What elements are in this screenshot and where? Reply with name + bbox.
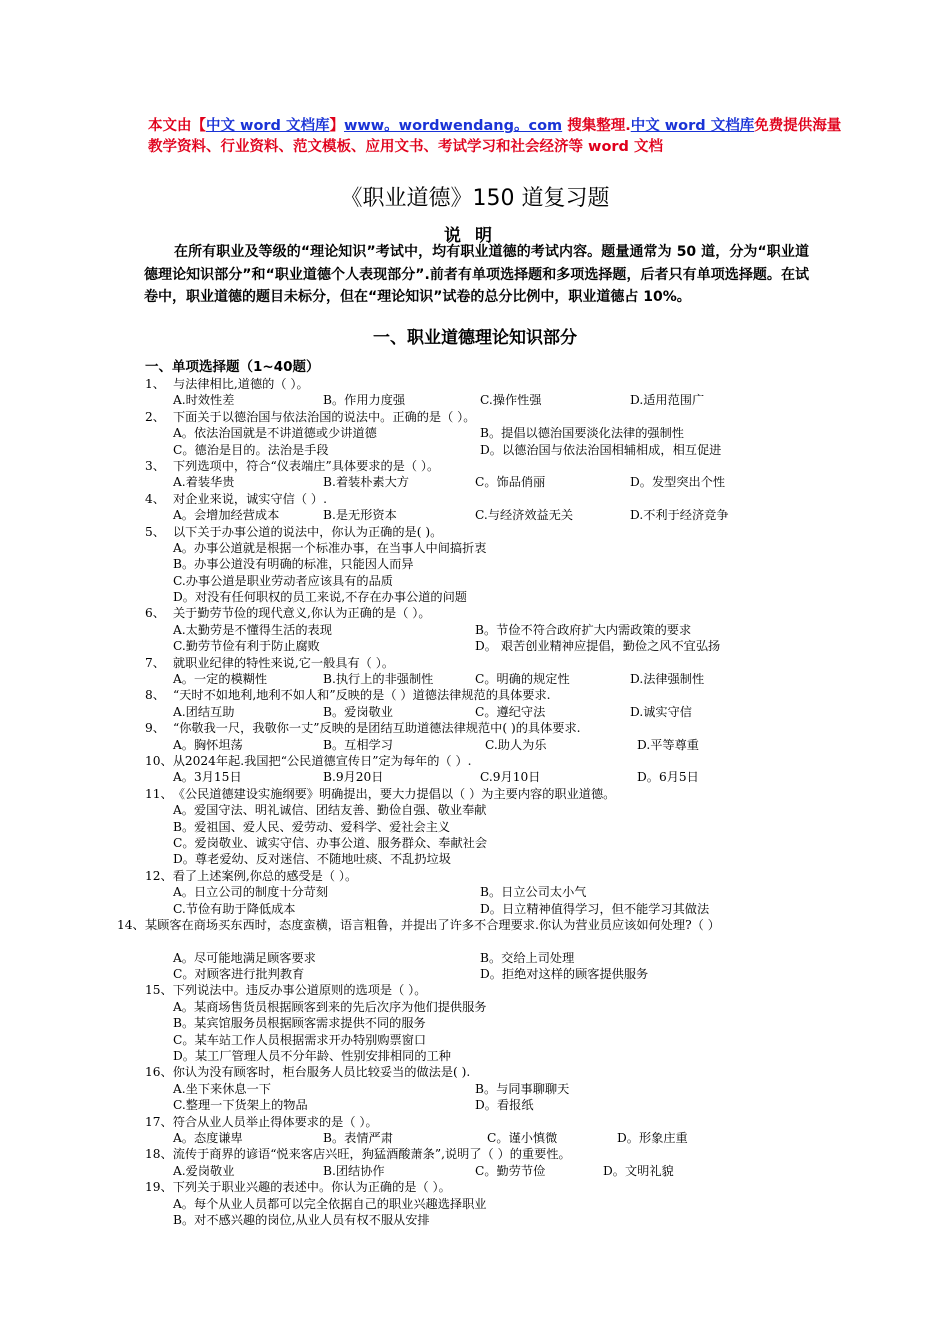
- question-number: 15、: [145, 983, 173, 998]
- question-text: 关于勤劳节俭的现代意义,你认为正确的是（ ）。: [173, 606, 431, 621]
- question-number: 17、: [145, 1114, 173, 1129]
- question-text: 就职业纪律的特性来说,它一般具有（ ）。: [173, 655, 395, 670]
- question-number: 11、: [145, 786, 173, 801]
- options-row: [145, 1032, 835, 1048]
- option[interactable]: C.9月10日: [480, 770, 541, 785]
- question-text: 下列选项中，符合“仪表端庄”具体要求的是（ ）。: [173, 458, 440, 473]
- options-row: [145, 1015, 835, 1031]
- question-text: 对企业来说，诚实守信（ ）.: [173, 491, 327, 506]
- question-number: 12、: [145, 868, 173, 883]
- option[interactable]: A.时效性差: [173, 393, 235, 408]
- option[interactable]: D.适用范围广: [630, 393, 705, 408]
- options-row: [145, 851, 835, 867]
- question-text: 下列关于职业兴趣的表述中。你认为正确的是（ ）。: [172, 1180, 451, 1195]
- question-number: 6、: [145, 606, 165, 621]
- option[interactable]: B。表情严肃: [323, 1130, 393, 1145]
- question-stem: [145, 687, 835, 703]
- option[interactable]: D.平等尊重: [637, 737, 699, 752]
- options-row: [145, 622, 835, 638]
- question-text: 流传于商界的谚语“悦来客店兴旺，狗猛酒酸萧条”,说明了（ ）的重要性。: [172, 1147, 571, 1162]
- option[interactable]: B。交给上司处理: [480, 950, 575, 965]
- option[interactable]: D。以德治国与依法治国相辅相成，相互促进: [480, 442, 722, 457]
- option[interactable]: D.不利于经济竞争: [630, 508, 729, 523]
- option[interactable]: C.助人为乐: [485, 737, 547, 752]
- option[interactable]: D。日立精神值得学习，但不能学习其做法: [480, 901, 710, 916]
- options-row: [145, 573, 835, 589]
- option[interactable]: A。某商场售货员根据顾客到来的先后次序为他们提供服务: [173, 999, 487, 1014]
- option[interactable]: C.办事公道是职业劳动者应该具有的品质: [173, 573, 393, 588]
- option[interactable]: D.诚实守信: [630, 704, 692, 719]
- question-stem: [145, 491, 835, 507]
- question-number: 9、: [145, 721, 165, 736]
- option[interactable]: A。态度谦卑: [173, 1130, 243, 1145]
- option[interactable]: C。德治是目的。法治是手段: [173, 442, 329, 457]
- options-row: [145, 966, 835, 982]
- options-row: [145, 671, 835, 687]
- question-stem: [145, 458, 835, 474]
- option[interactable]: D。 艰苦创业精神应提倡，勤俭之风不宜弘扬: [475, 639, 721, 654]
- question-number: 16、: [145, 1065, 173, 1080]
- question-stem: [145, 376, 835, 392]
- option[interactable]: B.着装朴素大方: [323, 475, 409, 490]
- option[interactable]: C.与经济效益无关: [475, 508, 574, 523]
- option[interactable]: C。明确的规定性: [475, 672, 570, 687]
- options-row: [145, 704, 835, 720]
- source-banner: [148, 116, 848, 158]
- option[interactable]: A.坐下来休息一下: [173, 1081, 271, 1096]
- options-row: [145, 507, 835, 523]
- option[interactable]: B。日立公司太小气: [480, 885, 587, 900]
- option[interactable]: C。谨小慎微: [487, 1130, 558, 1145]
- option[interactable]: D。看报纸: [475, 1098, 534, 1113]
- option[interactable]: B。办事公道没有明确的标准，只能因人而异: [173, 557, 414, 572]
- question-list: [117, 376, 835, 1228]
- question-text: 从2024年起.我国把“公民道德宣传日”定为每年的（ ）.: [172, 753, 472, 768]
- option[interactable]: D。拒绝对这样的顾客提供服务: [480, 967, 649, 982]
- question-stem: [145, 655, 835, 671]
- options-row: [145, 442, 835, 458]
- options-row: [145, 540, 835, 556]
- option[interactable]: D。6月5日: [637, 770, 699, 785]
- option[interactable]: D。形象庄重: [617, 1130, 688, 1145]
- question-text: 与法律相比,道德的（ ）。: [173, 377, 309, 391]
- question-number: 10、: [145, 753, 173, 768]
- question-stem: [145, 868, 835, 884]
- option[interactable]: A。依法治国就是不讲道德或少讲道德: [173, 426, 377, 441]
- option[interactable]: B.执行上的非强制性: [323, 672, 434, 687]
- banner-text-2: 】: [329, 118, 344, 134]
- option[interactable]: B。互相学习: [323, 737, 393, 752]
- option[interactable]: A.团结互助: [173, 704, 235, 719]
- options-row: [145, 884, 835, 900]
- question-text: 你认为没有顾客时，柜台服务人员比较妥当的做法是( ).: [172, 1065, 471, 1080]
- options-row: [145, 1081, 835, 1097]
- question-stem: [145, 1064, 835, 1080]
- section-heading: 一、单项选择题（1~40题）: [145, 359, 320, 375]
- option[interactable]: A。胸怀坦荡: [173, 737, 243, 752]
- question-number: 3、: [145, 458, 165, 473]
- options-row: [145, 737, 835, 753]
- options-row: [145, 392, 835, 408]
- options-row: [145, 835, 835, 851]
- question-stem: [145, 409, 835, 425]
- question-text: 《公民道德建设实施纲要》明确提出，要大力提倡以（ ）为主要内容的职业道德。: [172, 786, 616, 801]
- question-stem: [145, 982, 835, 998]
- question-number: 18、: [145, 1147, 173, 1162]
- part-heading: 一、职业道德理论知识部分: [373, 328, 577, 348]
- option[interactable]: B。与同事聊聊天: [475, 1081, 570, 1096]
- options-row: [145, 950, 835, 966]
- question-stem: [145, 605, 835, 621]
- option[interactable]: C。遵纪守法: [475, 704, 546, 719]
- option[interactable]: A.着装华贵: [173, 475, 235, 490]
- options-row: [145, 901, 835, 917]
- question-text: 看了上述案例,你总的感受是（ ）。: [172, 868, 358, 883]
- option[interactable]: B。某宾馆服务员根据顾客需求提供不同的服务: [173, 1016, 426, 1031]
- option[interactable]: C。饰品俏丽: [475, 475, 546, 490]
- option[interactable]: A。一定的模糊性: [173, 672, 268, 687]
- option[interactable]: B.是无形资本: [323, 508, 397, 523]
- option[interactable]: A。尽可能地满足顾客要求: [173, 950, 316, 965]
- question-number: 4、: [145, 491, 165, 506]
- option[interactable]: A。办事公道就是根据一个标准办事，在当事人中间搞折衷: [173, 540, 487, 555]
- option[interactable]: D。文明礼貌: [603, 1163, 674, 1178]
- option[interactable]: B。作用力度强: [323, 393, 406, 408]
- question-number: 2、: [145, 409, 165, 424]
- question-number: 8、: [145, 688, 165, 703]
- banner-text-1: 本文由【: [148, 118, 206, 134]
- banner-link-website[interactable]: www。wordwendang。com: [343, 118, 563, 134]
- option[interactable]: B。提倡以德治国要淡化法律的强制性: [480, 426, 684, 441]
- question-stem: [145, 753, 835, 769]
- option[interactable]: A。会增加经营成本: [173, 508, 280, 523]
- option[interactable]: B。爱岗敬业: [323, 704, 393, 719]
- options-row: [145, 819, 835, 835]
- options-row: [145, 1048, 835, 1064]
- option[interactable]: A。爱国守法、明礼诚信、团结友善、勤俭自强、敬业奉献: [173, 803, 487, 818]
- option[interactable]: A。每个从业人员都可以完全依据自己的职业兴趣选择职业: [173, 1196, 487, 1211]
- option[interactable]: B.团结协作: [323, 1163, 385, 1178]
- option[interactable]: B.9月20日: [323, 770, 384, 785]
- question-number: 1、: [145, 377, 165, 391]
- banner-text-3: 搜集整理.: [562, 118, 631, 134]
- question-text: 某顾客在商场买东西时，态度蛮横，语言粗鲁，并提出了许多不合理要求.你认为营业员应该如何处理?（ ）: [145, 917, 720, 932]
- question-text: “你敬我一尺，我敬你一丈”反映的是团结互助道德法律规范中( )的具体要求.: [173, 721, 581, 736]
- option[interactable]: A.爱岗敬业: [173, 1163, 235, 1178]
- question-text: 以下关于办事公道的说法中，你认为正确的是( )。: [173, 524, 443, 539]
- question-number: 19、: [145, 1180, 173, 1195]
- banner-link-library[interactable]: 中文 word 文档库: [206, 118, 330, 134]
- options-row: [145, 999, 835, 1015]
- intro-paragraph: 在所有职业及等级的“理论知识”考试中，均有职业道德的考试内容。题量通常为 50 道，分为“职业道德理论知识部分”和“职业道德个人表现部分”.前者有单项选择题和多项选择题，后者只有单项选择题。在试卷中，职业道德的题目未标分，但在“理论知识”试卷的总分比例中，职业道德占 10%。: [144, 244, 809, 305]
- question-text: 下面关于以德治国与依法治国的说法中。正确的是（ ）。: [173, 409, 476, 424]
- options-row: [145, 556, 835, 572]
- option[interactable]: B。爱祖国、爱人民、爱劳动、爱科学、爱社会主义: [173, 819, 451, 834]
- option[interactable]: A。3月15日: [173, 770, 242, 785]
- question-stem: 14、某顾客在商场买东西时，态度蛮横，语言粗鲁，并提出了许多不合理要求.你认为营业员应该如何处理?（ ）: [117, 917, 720, 932]
- option[interactable]: D.法律强制性: [630, 672, 705, 687]
- option[interactable]: C。爱岗敬业、诚实守信、办事公道、服务群众、奉献社会: [173, 835, 488, 850]
- explanation-heading: 说明: [444, 226, 506, 246]
- option[interactable]: D。对没有任何职权的员工来说,不存在办事公道的问题: [173, 590, 467, 605]
- question-stem: [145, 1179, 835, 1195]
- question-number: 7、: [145, 655, 165, 670]
- options-row: [145, 802, 835, 818]
- question-stem: [145, 1114, 835, 1130]
- options-row: [145, 1163, 835, 1179]
- option[interactable]: D。发型突出个性: [630, 475, 726, 490]
- option[interactable]: B。对不感兴趣的岗位,从业人员有权不服从安排: [173, 1212, 430, 1227]
- options-row: [145, 1130, 835, 1146]
- option[interactable]: D。尊老爱幼、反对迷信、不随地吐痰、不乱扔垃圾: [173, 852, 451, 867]
- banner-link-library-2[interactable]: 中文 word 文档库: [630, 118, 755, 134]
- question-text: “天时不如地利,地利不如人和”反映的是（ ）道德法律规范的具体要求.: [173, 688, 551, 703]
- option[interactable]: D。某工厂管理人员不分年龄、性别安排相同的工种: [173, 1049, 451, 1064]
- option[interactable]: C.节俭有助于降低成本: [173, 901, 296, 916]
- options-row: [145, 1097, 835, 1113]
- options-row: [145, 425, 835, 441]
- options-row: [145, 1196, 835, 1212]
- options-row: [145, 769, 835, 785]
- question-text: 符合从业人员举止得体要求的是（ ）。: [172, 1114, 378, 1129]
- option[interactable]: C.勤劳节俭有利于防止腐败: [173, 639, 320, 654]
- option[interactable]: A。日立公司的制度十分苛刻: [173, 885, 329, 900]
- question-stem: [145, 720, 835, 736]
- option[interactable]: A.太勤劳是不懂得生活的表现: [173, 622, 332, 637]
- option[interactable]: C。某车站工作人员根据需求开办特别购票窗口: [173, 1032, 427, 1047]
- question-stem: [145, 786, 835, 802]
- option[interactable]: C。勤劳节俭: [475, 1163, 546, 1178]
- option[interactable]: C.操作性强: [480, 393, 542, 408]
- options-row: [145, 638, 835, 654]
- options-row: [145, 474, 835, 490]
- option[interactable]: C。对顾客进行批判教育: [173, 967, 305, 982]
- option[interactable]: C.整理一下货架上的物品: [173, 1098, 308, 1113]
- banner-text-4: 免费提供海量教学资料、行业资料、范文模板、应用文书、考试学习和社会经济等 word 文档: [148, 118, 842, 155]
- question-text: 下列说法中。违反办事公道原则的选项是（ ）。: [172, 983, 427, 998]
- options-row: [145, 589, 835, 605]
- document-title: 《职业道德》150 道复习题: [340, 186, 610, 211]
- question-number: 5、: [145, 524, 165, 539]
- question-stem: [145, 1146, 835, 1162]
- options-row: [145, 1212, 835, 1228]
- option[interactable]: B。节俭不符合政府扩大内需政策的要求: [475, 622, 692, 637]
- question-stem: [145, 524, 835, 540]
